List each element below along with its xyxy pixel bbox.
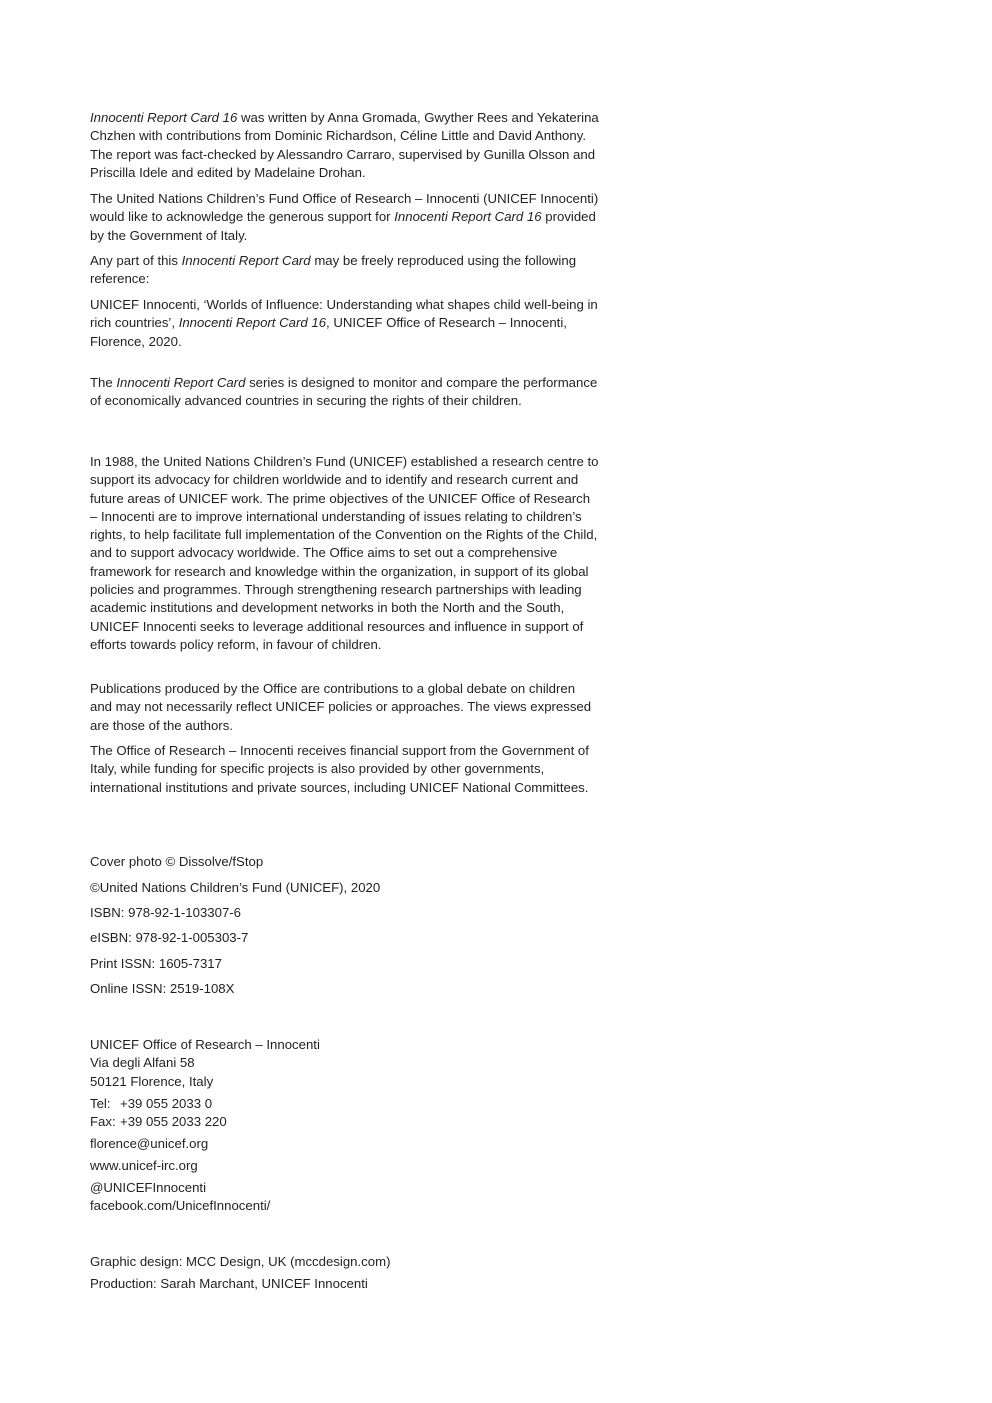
telephone-number[interactable]: +39 055 2033 0 (120, 1096, 213, 1111)
reproduction-paragraph: Any part of this Innocenti Report Card may be freely reproduced using the following reference: (90, 253, 577, 287)
fax-number: +39 055 2033 220 (120, 1114, 227, 1130)
organization-name: UNICEF Office of Research – Innocenti (90, 1037, 320, 1052)
production-credit: Production: Sarah Marchant, UNICEF Innocenti (90, 1276, 368, 1291)
disclaimer-paragraph: Publications produced by the Office are contributions to a global debate on children and may not necessarily reflect UNICEF policies or approaches. The views expressed are those of the authors. (90, 681, 592, 733)
funding-paragraph: The Office of Research – Innocenti receives financial support from the Government of Italy, while funding for specific projects is also provided by other governments, international institutions and private sources, including UNICEF National Committees. (90, 743, 589, 795)
series-title: Innocenti Report Card (181, 253, 311, 268)
street-address: Via degli Alfani 58 (90, 1055, 195, 1071)
social-links (90, 1179, 600, 1216)
website-line (90, 1157, 600, 1175)
cover-photo-credit: Cover photo © Dissolve/fStop (90, 854, 264, 869)
graphic-design-credit: Graphic design: MCC Design, UK (mccdesign.com) (90, 1254, 391, 1269)
isbn: ISBN: 978-92-1-103307-6 (90, 905, 242, 920)
twitter-line (90, 1179, 600, 1197)
telephone-line: Tel: +39 055 2033 0 (90, 1096, 213, 1111)
city-address: 50121 Florence, Italy (90, 1073, 214, 1089)
authors-paragraph: Innocenti Report Card 16 was written by Anna Gromada, Gwyther Rees and Yekaterina Chzhen with contributions from Dominic Richardson, Céline Little and David Anthony. The report was fact-checked by Alessandro Carraro, supervised by Gunilla Olsson and Priscilla Idele and edited by Madelaine Drohan. (90, 110, 599, 180)
fax-line: Fax: +39 055 2033 220 (90, 1114, 227, 1130)
facebook-line (90, 1197, 600, 1215)
print-issn: Print ISSN: 1605-7317 (90, 956, 222, 971)
twitter-link[interactable]: @UNICEFInnocenti (90, 1180, 206, 1195)
email-link[interactable]: florence@unicef.org (90, 1136, 209, 1151)
website-link[interactable]: www.unicef-irc.org (90, 1158, 198, 1173)
series-description: The Innocenti Report Card series is designed to monitor and compare the performance of economically advanced countries in securing the rights of their children. (90, 375, 598, 409)
facebook-link[interactable]: facebook.com/UnicefInnocenti/ (90, 1198, 271, 1214)
postal-address (90, 1036, 600, 1091)
citation-reference: UNICEF Innocenti, ‘Worlds of Influence: Understanding what shapes child well-being in rich countries’, Innocenti Report Card 16, UNICEF Office of Research – Innocenti, Florence, 2020. (90, 297, 598, 349)
report-title: Innocenti Report Card 16 (90, 110, 238, 125)
online-issn: Online ISSN: 2519-108X (90, 981, 235, 996)
acknowledgement-paragraph: The United Nations Children’s Fund Office of Research – Innocenti (UNICEF Innocenti) would like to acknowledge the generous support for Innocenti Report Card 16 provided by the Government of Italy. (90, 191, 599, 243)
eisbn: eISBN: 978-92-1-005303-7 (90, 930, 249, 945)
copyright-notice: ©United Nations Children’s Fund (UNICEF), 2020 (90, 880, 381, 895)
email-line (90, 1135, 600, 1153)
report-title: Innocenti Report Card 16 (178, 315, 327, 331)
series-title: Innocenti Report Card (116, 375, 246, 390)
phone-numbers (90, 1095, 600, 1132)
office-history-paragraph: In 1988, the United Nations Children’s Fund (UNICEF) established a research centre to support its advocacy for children worldwide and to identify and research current and future areas of UNICEF work. The prime objectives of the UNICEF Office of Research – Innocenti are to improve international understanding of issues relating to children’s rights, to help facilitate full implementation of the Convention on the Rights of the Child, and to support advocacy worldwide. The Office aims to set out a comprehensive framework for research and knowledge within the organization, in support of its global policies and programmes. Through strengthening research partnerships with leading academic institutions and development networks in both the North and the South, UNICEF Innocenti seeks to leverage additional resources and influence in support of efforts towards policy reform, in favour of children. (90, 454, 599, 652)
report-title: Innocenti Report Card 16 (394, 209, 542, 225)
